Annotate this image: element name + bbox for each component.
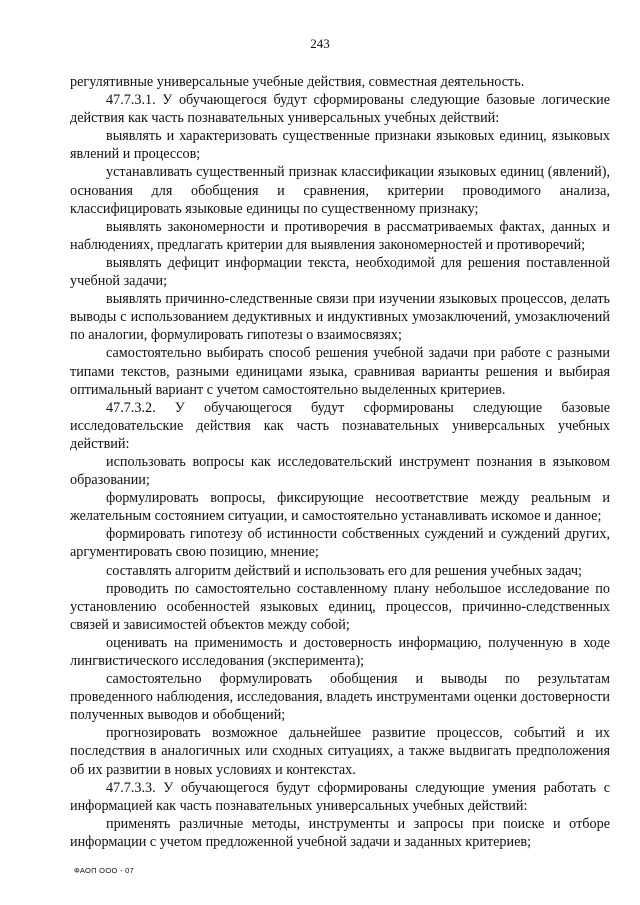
list-item: устанавливать существенный признак классификации языковых единиц (явлений), основания для обобщения и сравнения, критерии проводимого анализа, классифицировать языковые единицы по существенному признаку; [70, 164, 610, 217]
list-item: формулировать вопросы, фиксирующие несоответствие между реальным и желательным состоянием ситуации, и самостоятельно устанавливать искомое и данное; [70, 490, 610, 525]
list-item: применять различные методы, инструменты и запросы при поиске и отборе информации с учетом предложенной учебной задачи и заданных критериев; [70, 815, 610, 850]
document-body [70, 73, 610, 851]
list-item: выявлять причинно-следственные связи при изучении языковых процессов, делать выводы с использованием дедуктивных и индуктивных умозаключений, умозаключений по аналогии, формулировать гипотезы о взаимосвязях; [70, 291, 610, 344]
footer-document-code: ФАОП ООО - 07 [74, 866, 135, 875]
list-item: самостоятельно выбирать способ решения учебной задачи при работе с разными типами текстов, разными единицами языка, сравнивая варианты решения и выбирая оптимальный вариант с учетом самостоятельно выделенных критериев. [70, 345, 610, 398]
page-number: 243 [310, 36, 330, 51]
list-item: выявлять закономерности и противоречия в рассматриваемых фактах, данных и наблюдениях, предлагать критерии для выявления закономерностей и противоречий; [70, 218, 610, 253]
list-item: самостоятельно формулировать обобщения и выводы по результатам проведенного наблюдения, исследования, владеть инструментами оценки достоверности полученных выводов и обобщений; [70, 671, 610, 724]
list-item: выявлять дефицит информации текста, необходимой для решения поставленной учебной задачи; [70, 254, 610, 290]
list-item: использовать вопросы как исследовательский инструмент познания в языковом образовании; [70, 453, 610, 489]
section-47-7-3-1: 47.7.3.1. У обучающегося будут сформированы следующие базовые логические действия как часть познавательных универсальных учебных действий: [70, 92, 610, 127]
list-item: выявлять и характеризовать существенные признаки языковых единиц, языковых явлений и процессов; [70, 128, 610, 163]
section-47-7-3-3: 47.7.3.3. У обучающегося будут сформированы следующие умения работать с информацией как часть познавательных универсальных учебных действий: [70, 779, 610, 814]
list-item: оценивать на применимость и достоверность информацию, полученную в ходе лингвистического исследования (эксперимента); [70, 634, 610, 669]
list-item: проводить по самостоятельно составленному плану небольшое исследование по установлению особенностей языковых единиц, процессов, причинно-следственных связей и зависимостей объектов между собой; [70, 580, 610, 633]
list-item: формировать гипотезу об истинности собственных суждений и суждений других, аргументировать свою позицию, мнение; [70, 526, 610, 561]
list-item: составлять алгоритм действий и использовать его для решения учебных задач; [106, 562, 582, 579]
section-47-7-3-2: 47.7.3.2. У обучающегося будут сформированы следующие базовые исследовательские действия как часть познавательных универсальных учебных действий: [70, 399, 610, 452]
paragraph: регулятивные универсальные учебные действия, совместная деятельность. [70, 74, 525, 90]
list-item: прогнозировать возможное дальнейшее развитие процессов, событий и их последствия в аналогичных или сходных ситуациях, а также выдвигать предположения об их развитии в новых условиях и контекстах. [70, 725, 610, 778]
